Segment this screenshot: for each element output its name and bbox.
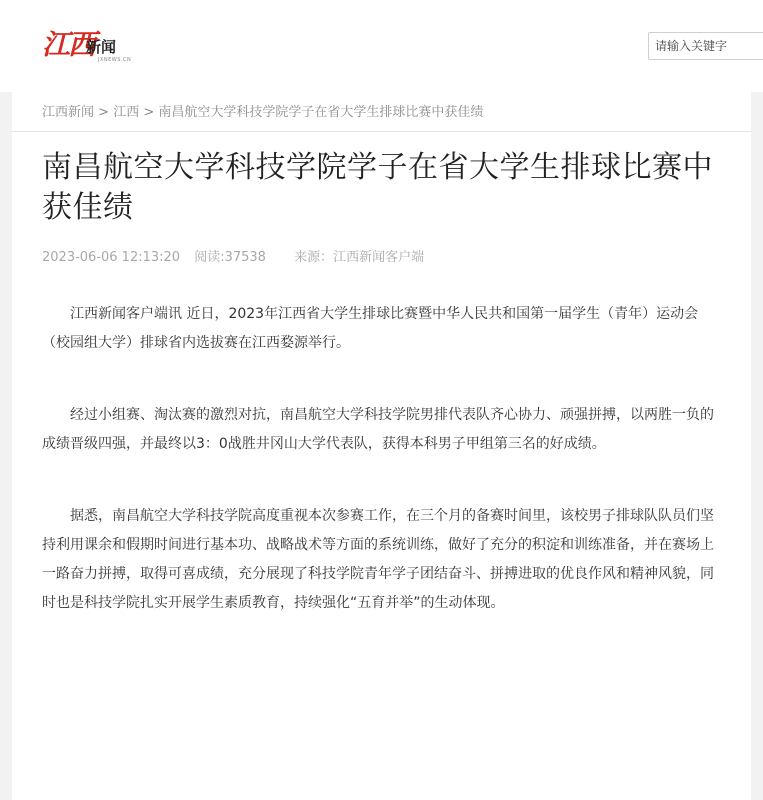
breadcrumb-item-jiangxi[interactable]: 江西 bbox=[113, 105, 140, 120]
header-divider bbox=[12, 131, 751, 132]
breadcrumb bbox=[42, 101, 483, 120]
article-paragraph: 江西新闻客户端讯 近日，2023年江西省大学生排球比赛暨中华人民共和国第一届学生（青年）运动会（校园组大学）排球省内选拔赛在江西婺源举行。 bbox=[42, 306, 699, 351]
article-title: 南昌航空大学科技学院学子在省大学生排球比赛中获佳绩 bbox=[42, 150, 713, 225]
article-body bbox=[42, 300, 722, 661]
breadcrumb-item-current: 南昌航空大学科技学院学子在省大学生排球比赛中获佳绩 bbox=[158, 105, 484, 120]
article-meta bbox=[42, 246, 434, 265]
breadcrumb-separator: > bbox=[139, 105, 159, 120]
site-logo[interactable] bbox=[42, 28, 132, 68]
logo-sub: JXNEWS.CN bbox=[98, 57, 132, 63]
article-read-count: 阅读:37538 bbox=[194, 250, 266, 265]
breadcrumb-separator: > bbox=[94, 105, 114, 120]
header bbox=[0, 0, 763, 92]
article-datetime: 2023-06-06 12:13:20 bbox=[42, 250, 181, 265]
breadcrumb-item-home[interactable]: 江西新闻 bbox=[42, 105, 95, 120]
article-paragraph: 据悉，南昌航空大学科技学院高度重视本次参赛工作，在三个月的备赛时间里，该校男子排球队队员们坚持利用课余和假期时间进行基本功、战略战术等方面的系统训练，做好了充分的积淀和训练准备，并在赛场上一路奋力拼搏，取得可喜成绩，充分展现了科技学院青年学子团结奋斗、拼搏进取的优良作风和精神风貌，同时也是科技学院扎实开展学生素质教育，持续强化“五育并举”的生动体现。 bbox=[42, 508, 714, 611]
search-input[interactable] bbox=[648, 32, 763, 60]
article-source: 来源：江西新闻客户端 bbox=[294, 250, 425, 265]
article-paragraph: 经过小组赛、淘汰赛的激烈对抗，南昌航空大学科技学院男排代表队齐心协力、顽强拼搏，以两胜一负的成绩晋级四强，并最终以3：0战胜井冈山大学代表队，获得本科男子甲组第三名的好成绩。 bbox=[42, 407, 714, 452]
logo-name: 新闻 bbox=[86, 38, 117, 56]
logo-brand: 江西 bbox=[42, 28, 95, 61]
